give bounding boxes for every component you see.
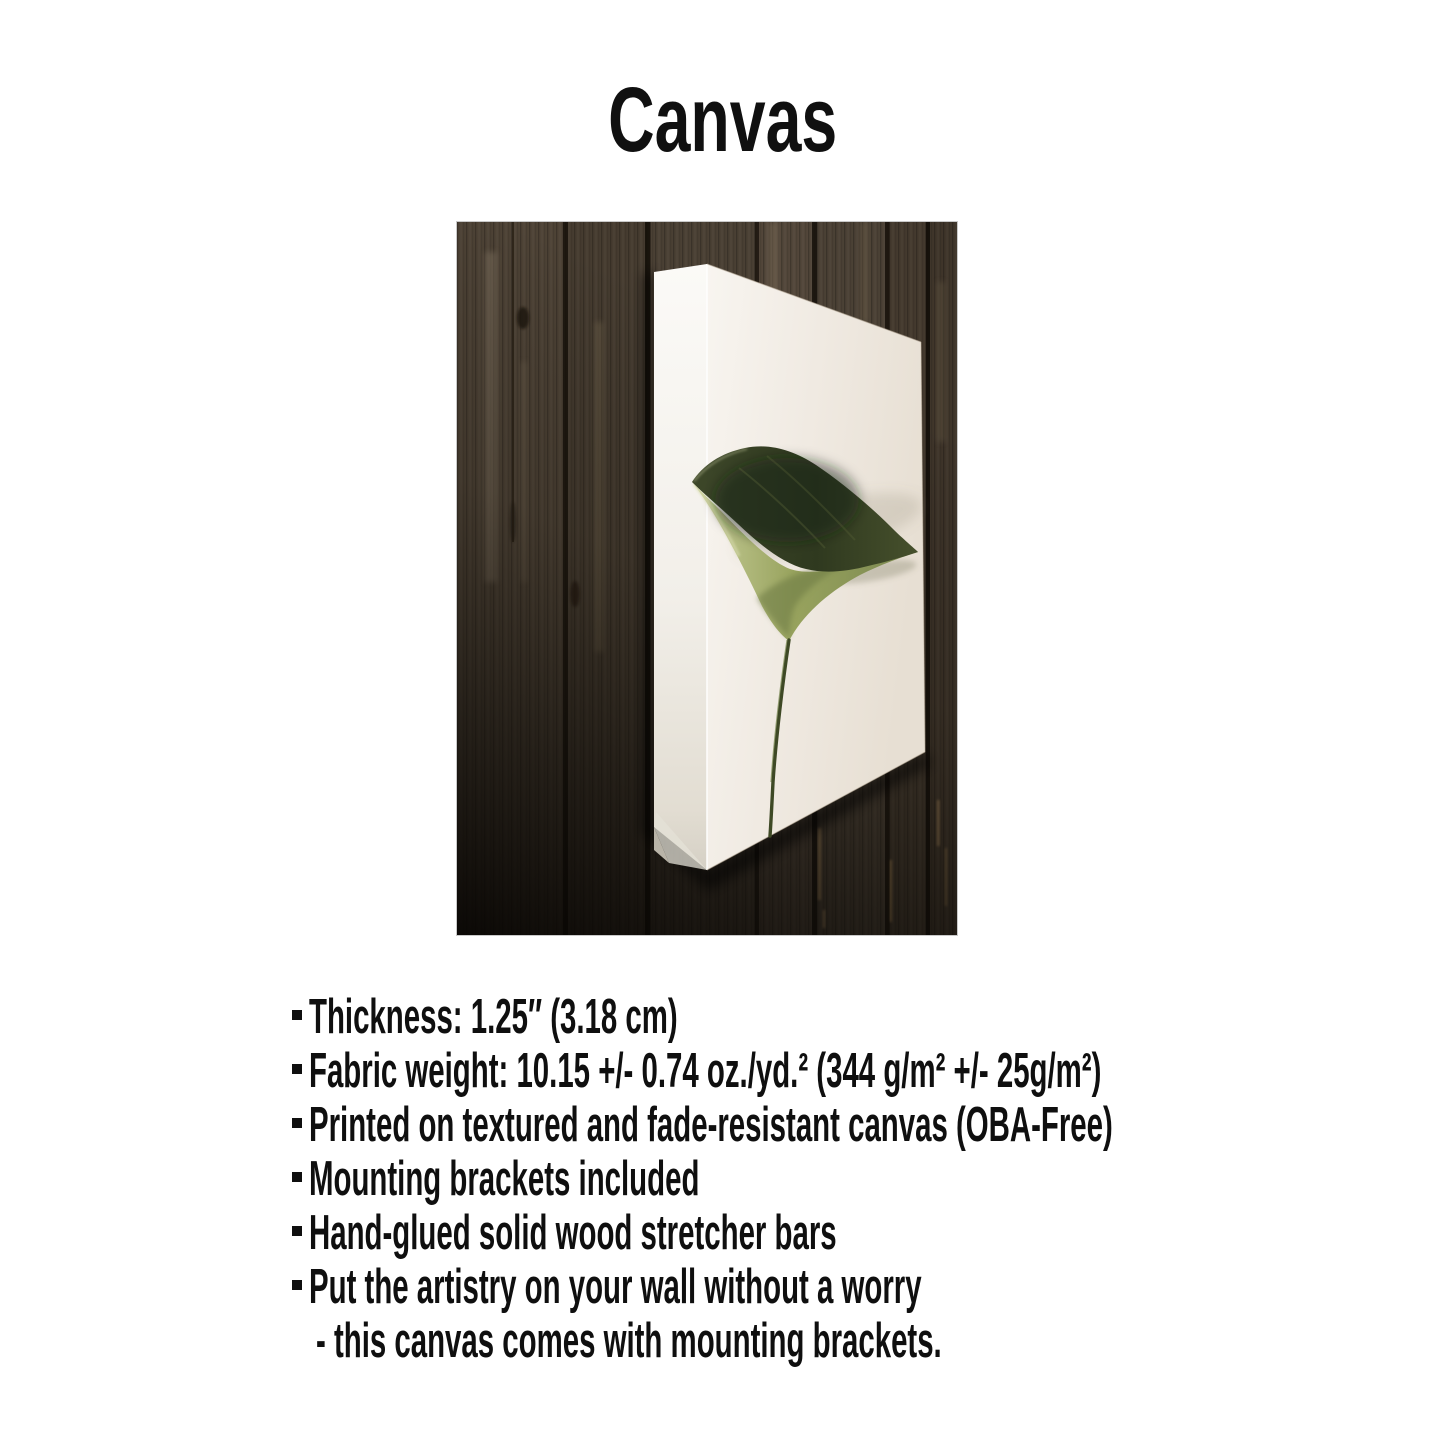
spec-list	[292, 990, 1445, 1368]
spec-item-mounting-brackets	[292, 1152, 1445, 1206]
spec-item-artistry-continued	[292, 1314, 1445, 1368]
spec-text: Mounting brackets included	[309, 1152, 700, 1206]
bullet-square-icon	[292, 1118, 302, 1128]
spec-item-fabric-weight	[292, 1044, 1445, 1098]
product-photo-image	[457, 222, 957, 935]
spec-item-stretcher-bars	[292, 1206, 1445, 1260]
spec-item-artistry	[292, 1260, 1445, 1314]
bullet-square-icon	[292, 1064, 302, 1074]
spec-text: Fabric weight: 10.15 +/- 0.74 oz./yd.² (344 g/m² +/- 25g/m²)	[309, 1044, 1102, 1098]
page-title	[0, 69, 1445, 171]
spec-item-printed-canvas	[292, 1098, 1445, 1152]
spec-text: - this canvas comes with mounting brackets.	[316, 1314, 942, 1368]
bullet-square-icon	[292, 1010, 302, 1020]
page-title-text: Canvas	[607, 69, 838, 171]
bullet-square-icon	[292, 1226, 302, 1236]
product-photo	[456, 221, 958, 936]
spec-text: Put the artistry on your wall without a worry	[309, 1260, 922, 1314]
spec-text: Thickness: 1.25″ (3.18 cm)	[309, 990, 678, 1044]
bullet-square-icon	[292, 1172, 302, 1182]
bullet-square-icon	[292, 1280, 302, 1290]
spec-text: Hand-glued solid wood stretcher bars	[309, 1206, 837, 1260]
canvas-side-face	[654, 264, 707, 870]
spec-item-thickness	[292, 990, 1445, 1044]
spec-text: Printed on textured and fade-resistant canvas (OBA-Free)	[309, 1098, 1113, 1152]
